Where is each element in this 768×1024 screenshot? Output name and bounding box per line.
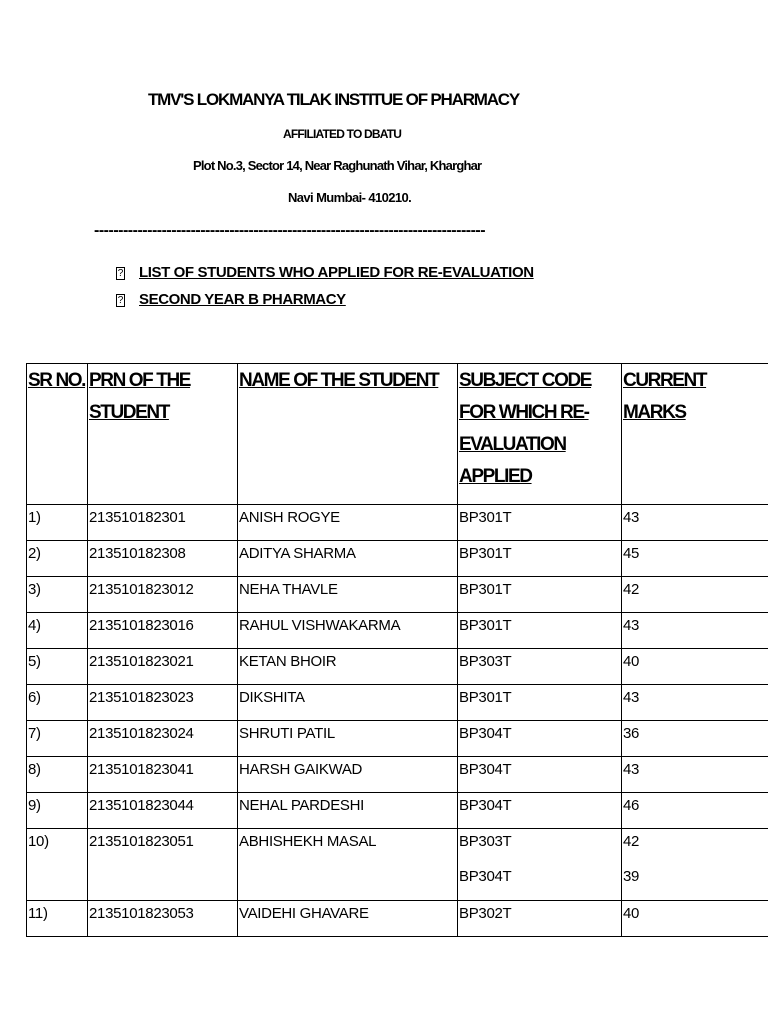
table-row (27, 685, 768, 721)
table-row (27, 757, 768, 793)
cell-current-marks (622, 685, 768, 721)
cell-subject-code-value: BP303T (459, 653, 512, 670)
cell-name: ABHISHEKH MASAL (238, 829, 458, 901)
cell-current-marks-value: 36 (623, 725, 640, 742)
cell-subject-code (458, 721, 622, 757)
cell-sr-no: 8) (27, 757, 88, 793)
cell-subject-code (458, 541, 622, 577)
cell-subject-code-value: BP302T (459, 905, 512, 922)
cell-subject-code-value: BP303T (459, 833, 512, 850)
table-row (27, 577, 768, 613)
cell-subject-code-value: BP301T (459, 545, 512, 562)
cell-current-marks-value: 43 (623, 689, 640, 706)
cell-prn: 2135101823023 (88, 685, 238, 721)
cell-sr-no: 10) (27, 829, 88, 901)
cell-subject-code (458, 685, 622, 721)
cell-subject-code (458, 901, 622, 937)
cell-subject-code-value: BP301T (459, 689, 512, 706)
cell-current-marks-value: 42 (623, 833, 640, 850)
students-table (26, 363, 768, 937)
table-row (27, 829, 768, 901)
cell-subject-code-value: BP304T (459, 725, 512, 742)
address-line-1: Plot No.3, Sector 14, Near Raghunath Vihar, Kharghar (193, 158, 482, 173)
cell-prn: 2135101823024 (88, 721, 238, 757)
cell-name: NEHAL PARDESHI (238, 793, 458, 829)
bullet-text: SECOND YEAR B PHARMACY (139, 291, 346, 308)
address-line-2: Navi Mumbai- 410210. (288, 190, 412, 205)
cell-name: DIKSHITA (238, 685, 458, 721)
cell-current-marks (622, 577, 768, 613)
cell-subject-code-value: BP304T (459, 761, 512, 778)
table-row (27, 721, 768, 757)
column-header-prn: PRN OF THE STUDENT (88, 364, 238, 505)
missing-glyph-icon: ? (117, 268, 124, 279)
cell-current-marks (622, 757, 768, 793)
cell-prn: 2135101823012 (88, 577, 238, 613)
cell-current-marks (622, 829, 768, 901)
cell-subject-code-value: BP301T (459, 509, 512, 526)
cell-prn: 2135101823051 (88, 829, 238, 901)
missing-glyph-icon: ? (117, 295, 124, 306)
cell-name: RAHUL VISHWAKARMA (238, 613, 458, 649)
cell-prn: 2135101823021 (88, 649, 238, 685)
cell-subject-code (458, 829, 622, 901)
table-header-row (27, 364, 768, 505)
cell-name: NEHA THAVLE (238, 577, 458, 613)
cell-prn: 2135101823016 (88, 613, 238, 649)
cell-prn: 2135101823053 (88, 901, 238, 937)
cell-subject-code (458, 649, 622, 685)
cell-current-marks-value: 42 (623, 581, 640, 598)
cell-current-marks (622, 721, 768, 757)
cell-name: KETAN BHOIR (238, 649, 458, 685)
separator-line: --------------------------------------------------------------------------------- (94, 222, 486, 239)
cell-current-marks (622, 613, 768, 649)
cell-current-marks (622, 541, 768, 577)
column-header-name: NAME OF THE STUDENT (238, 364, 458, 505)
cell-current-marks (622, 793, 768, 829)
column-header-current-marks: CURRENT MARKS (622, 364, 768, 505)
cell-current-marks-value: 43 (623, 761, 640, 778)
cell-current-marks (622, 505, 768, 541)
cell-prn: 2135101823041 (88, 757, 238, 793)
cell-current-marks-value: 40 (623, 905, 640, 922)
cell-prn: 213510182308 (88, 541, 238, 577)
table-row (27, 793, 768, 829)
cell-subject-code-value: BP304T (459, 797, 512, 814)
cell-name: ANISH ROGYE (238, 505, 458, 541)
cell-sr-no: 7) (27, 721, 88, 757)
bullet-text: LIST OF STUDENTS WHO APPLIED FOR RE-EVALUATION (139, 264, 534, 281)
cell-current-marks-value: 45 (623, 545, 640, 562)
cell-subject-code (458, 613, 622, 649)
cell-prn: 2135101823044 (88, 793, 238, 829)
cell-subject-code (458, 577, 622, 613)
cell-sr-no: 4) (27, 613, 88, 649)
cell-current-marks-value: 43 (623, 617, 640, 634)
cell-subject-code (458, 757, 622, 793)
cell-subject-code-value: BP301T (459, 617, 512, 634)
cell-name: SHRUTI PATIL (238, 721, 458, 757)
cell-current-marks (622, 649, 768, 685)
cell-subject-code (458, 505, 622, 541)
table-row (27, 613, 768, 649)
table-row (27, 901, 768, 937)
cell-prn: 213510182301 (88, 505, 238, 541)
table-row (27, 649, 768, 685)
table-row (27, 505, 768, 541)
cell-subject-code-value: BP304T (459, 868, 512, 885)
table-body (27, 505, 768, 937)
institute-title: TMV'S LOKMANYA TILAK INSTITUE OF PHARMACY (148, 90, 520, 109)
cell-sr-no: 3) (27, 577, 88, 613)
column-header-sr-no: SR NO. (27, 364, 88, 505)
column-header-subject-code: SUBJECT CODE FOR WHICH RE-EVALUATION APPLIED (458, 364, 622, 505)
cell-sr-no: 1) (27, 505, 88, 541)
cell-sr-no: 6) (27, 685, 88, 721)
cell-current-marks-value: 46 (623, 797, 640, 814)
cell-sr-no: 5) (27, 649, 88, 685)
cell-sr-no: 9) (27, 793, 88, 829)
cell-sr-no: 2) (27, 541, 88, 577)
cell-name: VAIDEHI GHAVARE (238, 901, 458, 937)
cell-subject-code (458, 793, 622, 829)
table-row (27, 541, 768, 577)
cell-name: ADITYA SHARMA (238, 541, 458, 577)
cell-name: HARSH GAIKWAD (238, 757, 458, 793)
cell-current-marks-value: 39 (623, 868, 640, 885)
affiliation-line: AFFILIATED TO DBATU (283, 127, 402, 141)
cell-subject-code-value: BP301T (459, 581, 512, 598)
cell-sr-no: 11) (27, 901, 88, 937)
cell-current-marks-value: 43 (623, 509, 640, 526)
cell-current-marks (622, 901, 768, 937)
cell-current-marks-value: 40 (623, 653, 640, 670)
